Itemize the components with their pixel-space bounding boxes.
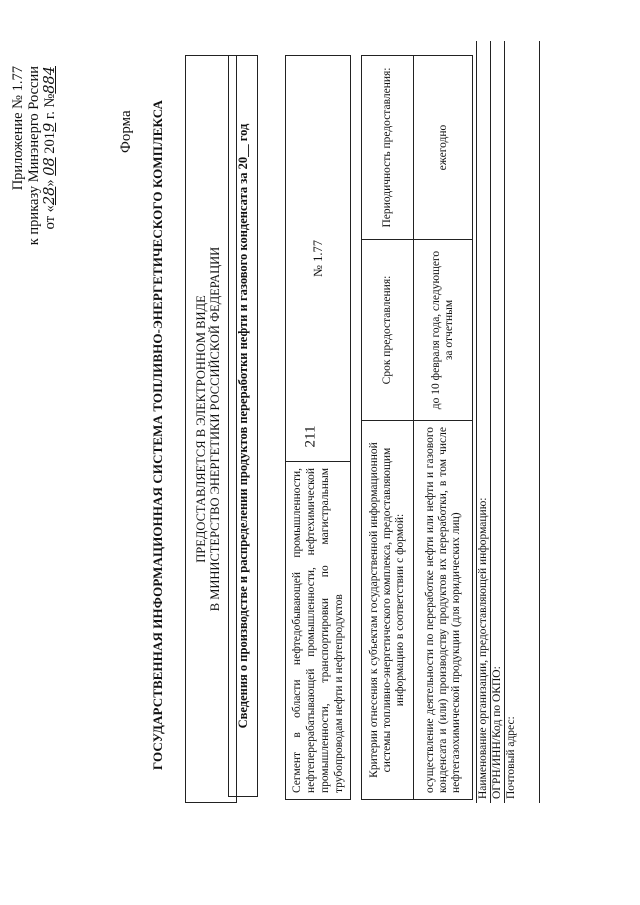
appendix-line3: от «28» 08 2019 г. №884 xyxy=(42,66,58,230)
segment-text: Сегмент в области нефтедобывающей промышленности, нефтеперерабатывающей промышленности, нефтехимической промышленности, транспортировки по магистральным трубопроводам нефти и нефтепродуктов xyxy=(286,461,350,799)
appendix-number: 884 xyxy=(42,66,58,94)
criteria-table xyxy=(361,55,473,800)
periodicity-cell: ежегодно xyxy=(436,124,449,171)
page-number: 211 xyxy=(302,425,319,448)
org-address-row: Почтовый адрес: xyxy=(505,716,517,799)
form-number: № 1.77 xyxy=(310,240,325,277)
deadline-cell: до 10 февраля года, следующего за отчетным xyxy=(430,250,455,410)
criteria-cell: осуществление деятельности по переработке нефти или нефти и газового конденсата и (или) производству продуктов их переработки, в том числе нефтегазохимической продукции (для юридических лиц) xyxy=(423,427,462,793)
form-label: Форма xyxy=(118,110,134,153)
appendix-line1: Приложение № 1.77 xyxy=(10,66,26,191)
appendix-line2: к приказу Минэнерго России xyxy=(26,66,42,246)
org-codes-row: ОГРН/ИНН/Код по ОКПО: xyxy=(491,41,505,803)
submission-line2: В МИНИСТЕРСТВО ЭНЕРГЕТИКИ РОССИЙСКОЙ ФЕДЕРАЦИИ xyxy=(208,246,222,612)
criteria-column xyxy=(362,420,472,799)
periodicity-header: Периодичность предоставления: xyxy=(362,56,414,239)
deadline-header: Срок предоставления: xyxy=(362,240,414,420)
criteria-header: Критерии отнесения к субъектам государственной информационной системы топливно-энергетического комплекса, предоставляющим информацию в соответствии с формой: xyxy=(362,421,414,799)
appendix-note xyxy=(10,66,58,245)
info-title: Сведения о производстве и распределении продуктов переработки нефти и газового конденсата за 20__ год xyxy=(235,123,250,729)
periodicity-column xyxy=(362,56,472,239)
appendix-month: 08 xyxy=(42,157,58,176)
organization-table xyxy=(476,41,540,803)
appendix-day: 28 xyxy=(42,186,58,206)
submission-line1: ПРЕДОСТАВЛЯЕТСЯ В ЭЛЕКТРОННОМ ВИДЕ xyxy=(194,295,208,563)
deadline-column xyxy=(362,239,472,420)
org-name-row: Наименование организации, предоставляющей информацию: xyxy=(477,41,491,803)
appendix-year: 9 xyxy=(42,122,58,132)
info-title-box xyxy=(228,55,258,797)
main-title: ГОСУДАРСТВЕННАЯ ИНФОРМАЦИОННАЯ СИСТЕМА ТОПЛИВНО-ЭНЕРГЕТИЧЕСКОГО КОМПЛЕКСА xyxy=(150,99,165,771)
